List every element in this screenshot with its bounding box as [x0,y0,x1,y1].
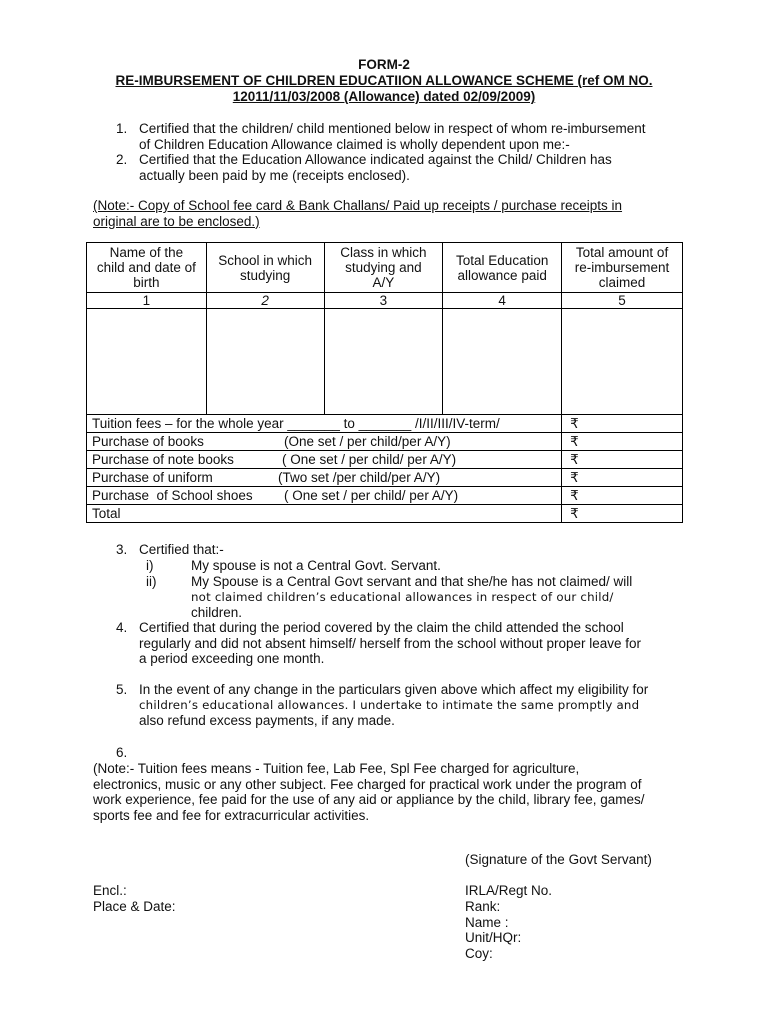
table-row [87,415,683,433]
fee-item: Purchase of School shoes [92,488,253,503]
form-number: FORM-2 [358,57,410,72]
item-3-i-text: My spouse is not a Central Govt. Servant. [191,558,441,573]
item-2-number: 2. [116,152,128,167]
header-text: birth [133,275,160,290]
header-text: re-imbursement [574,260,670,275]
table-row [87,433,683,451]
item-5-line: In the event of any change in the particulars given above which affect my eligibility for [139,682,649,697]
item-3-ii-line: children. [191,605,243,620]
item-5-line: children’s educational allowances. I undertake to intimate the same promptly and [139,697,640,712]
coy-label: Coy: [465,946,493,961]
entry-cell[interactable] [87,309,207,415]
signature-label: (Signature of the Govt Servant) [465,852,652,867]
header-text: Total Education [456,252,549,268]
place-date-label: Place & Date: [93,899,176,914]
rupee-cell[interactable]: ₹ [562,505,683,523]
item-4-line: a period exceeding one month. [139,651,325,666]
note-line: sports fee and fee for extracurricular activities. [93,807,370,823]
col-number: 1 [87,293,207,309]
fee-label [87,451,562,469]
item-5-line: also refund excess payments, if any made. [139,713,395,728]
table-row [87,469,683,487]
fee-label [87,487,562,505]
header-text: Name of the [109,245,184,260]
item-3-ii-number: ii) [146,574,157,589]
total-label: Total [87,505,562,523]
header-school [206,243,324,293]
col-number: 3 [324,293,443,309]
col-number: 5 [562,293,683,309]
item-3-ii-line: not claimed children’s educational allowances in respect of our child/ [191,589,614,604]
header-text: studying and [345,260,422,275]
fee-label [87,469,562,487]
fee-spec: (Two set /per child/per A/Y) [278,470,441,485]
table-header-row [87,243,683,293]
note-tuition-fees [93,761,675,823]
item-1-text [139,121,675,152]
item-1-number: 1. [116,121,128,136]
item-2-line: actually been paid by me (receipts enclosed). [139,167,410,183]
entry-cell[interactable] [443,309,562,415]
item-4-line: regularly and did not absent himself/ herself from the school without proper leave for [139,635,642,651]
header-text: allowance paid [457,267,547,283]
fee-item: Purchase of books [92,434,204,449]
item-2-text [139,152,675,183]
fee-label [87,433,562,451]
entry-cell[interactable] [562,309,683,415]
item-5-text [139,682,675,729]
fee-spec: (One set / per child/per A/Y) [284,434,451,449]
rank-label: Rank: [465,899,501,914]
col-number: 2 [206,293,324,309]
header-text: School in which [218,252,313,268]
header-class [324,243,443,293]
header-text: Class in which [340,245,427,260]
col-number: 4 [443,293,562,309]
header-name-dob [87,243,207,293]
item-2-line: Certified that the Education Allowance indicated against the Child/ Children has [139,152,612,167]
header-text: child and date of [96,260,196,275]
fee-item: Purchase of note books [92,452,234,467]
header-text: studying [239,267,291,283]
item-3-heading: Certified that:- [139,542,224,557]
note-line: original are to be enclosed.) [93,213,260,229]
note-line: (Note:- Tuition fees means - Tuition fee, Lab Fee, Spl Fee charged for agriculture, [93,761,580,776]
form-title-line1: RE-IMBURSEMENT OF CHILDREN EDUCATIION ALLOWANCE SCHEME (ref OM NO. [115,73,653,88]
unit-label: Unit/HQr: [465,930,522,945]
fee-spec: ( One set / per child/ per A/Y) [282,452,457,467]
allowance-table [86,242,683,523]
rupee-cell[interactable]: ₹ [562,469,683,487]
note-line: electronics, music or any other subject. Fee charged for practical work under the program of [93,776,642,792]
irla-regt-label: IRLA/Regt No. [465,883,553,898]
note-line: (Note:- Copy of School fee card & Bank Challans/ Paid up receipts / purchase receipts in [93,198,623,213]
item-3-i-number: i) [146,558,154,573]
table-row [87,487,683,505]
item-3-number: 3. [116,542,128,557]
rupee-cell[interactable]: ₹ [562,487,683,505]
header-text: claimed [598,275,646,290]
rupee-cell[interactable]: ₹ [562,415,683,433]
header-text: Total amount of [575,245,669,260]
header-total-reimbursement [562,243,683,293]
item-3-ii-line: My Spouse is a Central Govt servant and that she/he has not claimed/ will [191,574,633,589]
enclosures-label: Encl.: [93,883,127,898]
item-3-ii-text [191,574,675,621]
item-6-number: 6. [116,745,128,760]
note-line: work experience, fee paid for the use of any aid or appliance by the child, library fee, games/ [93,792,645,807]
note-receipts [93,198,675,229]
table-row-total [87,505,683,523]
item-4-line: Certified that during the period covered by the claim the child attended the school [139,620,624,635]
fee-spec: ( One set / per child/ per A/Y) [284,488,459,503]
fee-item: Purchase of uniform [92,470,213,485]
table-row [87,451,683,469]
entry-cell[interactable] [324,309,443,415]
item-5-number: 5. [116,682,128,697]
table-entry-row [87,309,683,415]
form-title-line2: 12011/11/03/2008 (Allowance) dated 02/09/2009) [232,89,536,104]
header-text: A/Y [372,275,395,290]
item-1-line: of Children Education Allowance claimed is wholly dependent upon me:- [139,136,570,152]
item-1-line: Certified that the children/ child mentioned below in respect of whom re-imbursement [139,121,646,136]
rupee-cell[interactable]: ₹ [562,451,683,469]
header-total-allowance [443,243,562,293]
fee-label: Tuition fees – for the whole year _______ to _______ /I/II/III/IV-term/ [87,415,562,433]
item-4-number: 4. [116,620,128,635]
name-label: Name : [465,915,509,930]
entry-cell[interactable] [206,309,324,415]
rupee-cell[interactable]: ₹ [562,433,683,451]
table-colnum-row [87,293,683,309]
item-4-text [139,620,675,667]
